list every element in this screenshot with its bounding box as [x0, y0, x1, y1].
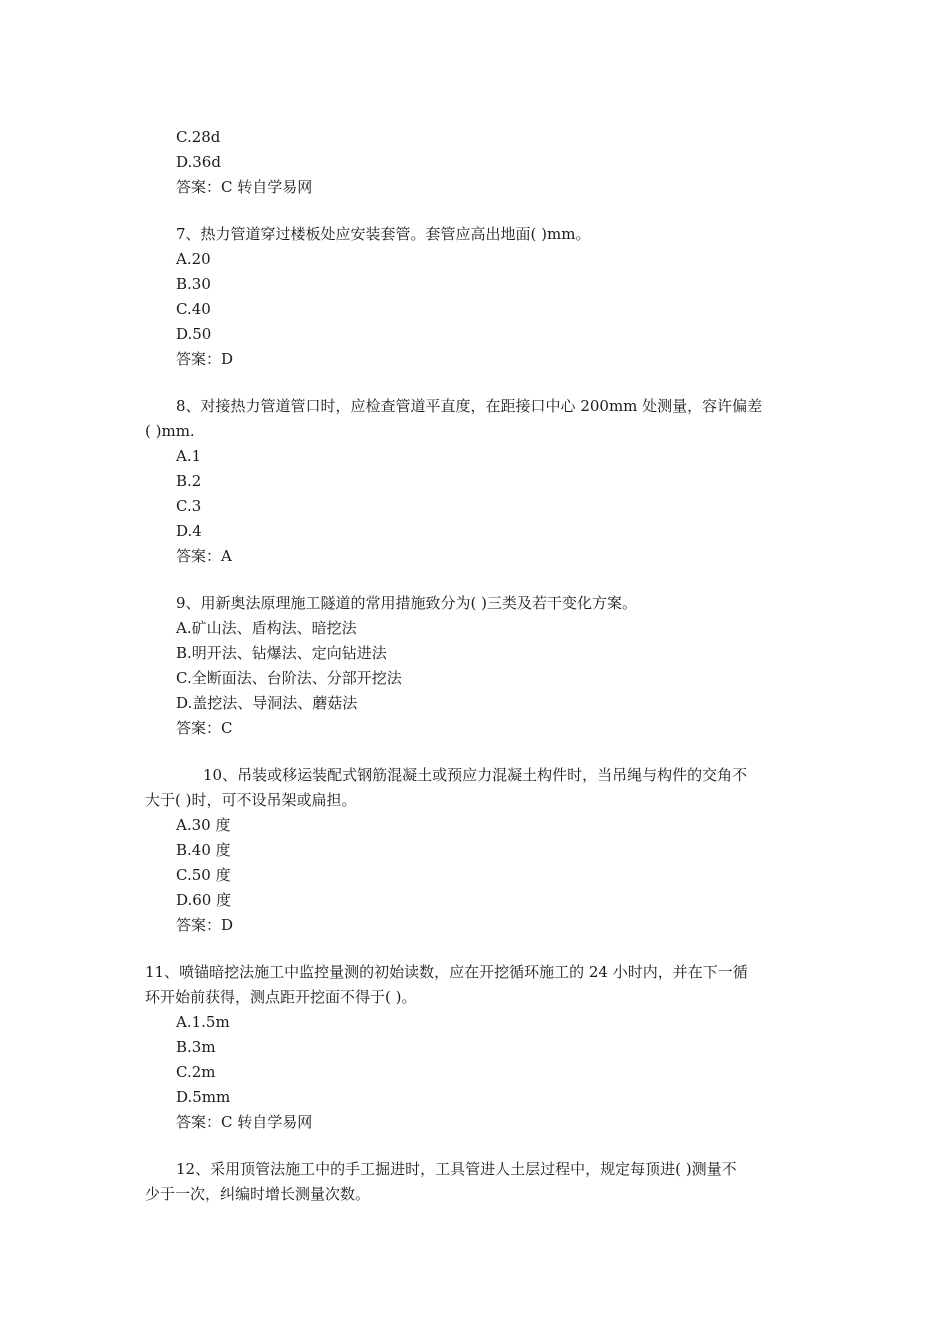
question-7-answer: 答案：D [176, 350, 234, 368]
question-11-option-c: C.2m [176, 1063, 216, 1081]
question-10-stem-line2: 大于( )时，可不设吊架或扁担。 [145, 791, 357, 809]
question-11-stem-line1: 11、喷锚暗挖法施工中监控量测的初始读数，应在开挖循环施工的 24 小时内，并在下一循 [145, 963, 748, 981]
question-11-option-a: A.1.5m [176, 1013, 230, 1031]
question-12-stem-line1: 12、采用顶管法施工中的手工掘进时，工具管进人土层过程中，规定每顶进( )测量不 [176, 1160, 737, 1178]
question-7-option-b: B.30 [176, 275, 211, 293]
question-11-answer: 答案：C 转自学易网 [176, 1113, 313, 1131]
question-11-stem-line2: 环开始前获得，测点距开挖面不得于( )。 [145, 988, 417, 1006]
question-10-option-d: D.60 度 [176, 891, 232, 909]
question-10-option-b: B.40 度 [176, 841, 231, 859]
question-9-option-d: D.盖挖法、导洞法、蘑菇法 [176, 694, 358, 712]
question-9-answer: 答案：C [176, 719, 233, 737]
question-7-option-c: C.40 [176, 300, 211, 318]
question-9-option-a: A.矿山法、盾构法、暗挖法 [176, 619, 357, 637]
question-8-answer: 答案：A [176, 547, 232, 565]
question-10-option-c: C.50 度 [176, 866, 231, 884]
question-8-option-b: B.2 [176, 472, 202, 490]
option-d: D.36d [176, 153, 221, 171]
question-7-option-d: D.50 [176, 325, 212, 343]
question-7-option-a: A.20 [176, 250, 211, 268]
question-9-option-c: C.全断面法、台阶法、分部开挖法 [176, 669, 402, 687]
question-11-option-d: D.5mm [176, 1088, 231, 1106]
question-9-stem: 9、用新奥法原理施工隧道的常用措施致分为( )三类及若干变化方案。 [176, 594, 638, 612]
question-10-option-a: A.30 度 [176, 816, 231, 834]
question-7-stem: 7、热力管道穿过楼板处应安装套管。套管应高出地面( )mm。 [176, 225, 591, 243]
question-8-stem-line1: 8、对接热力管道管口时，应检查管道平直度，在距接口中心 200mm 处测量，容许偏差 [176, 397, 763, 415]
option-c: C.28d [176, 128, 221, 146]
question-10-answer: 答案：D [176, 916, 234, 934]
question-8-option-d: D.4 [176, 522, 202, 540]
question-8-option-c: C.3 [176, 497, 202, 515]
question-11-option-b: B.3m [176, 1038, 216, 1056]
question-8-option-a: A.1 [176, 447, 202, 465]
answer-line: 答案：C 转自学易网 [176, 178, 313, 196]
question-10-stem-line1: 10、吊装或移运装配式钢筋混凝土或预应力混凝土构件时，当吊绳与构件的交角不 [203, 766, 748, 784]
question-9-option-b: B.明开法、钻爆法、定向钻进法 [176, 644, 387, 662]
question-8-stem-line2: ( )mm. [145, 422, 195, 440]
question-12-stem-line2: 少于一次，纠编时增长测量次数。 [145, 1185, 371, 1203]
